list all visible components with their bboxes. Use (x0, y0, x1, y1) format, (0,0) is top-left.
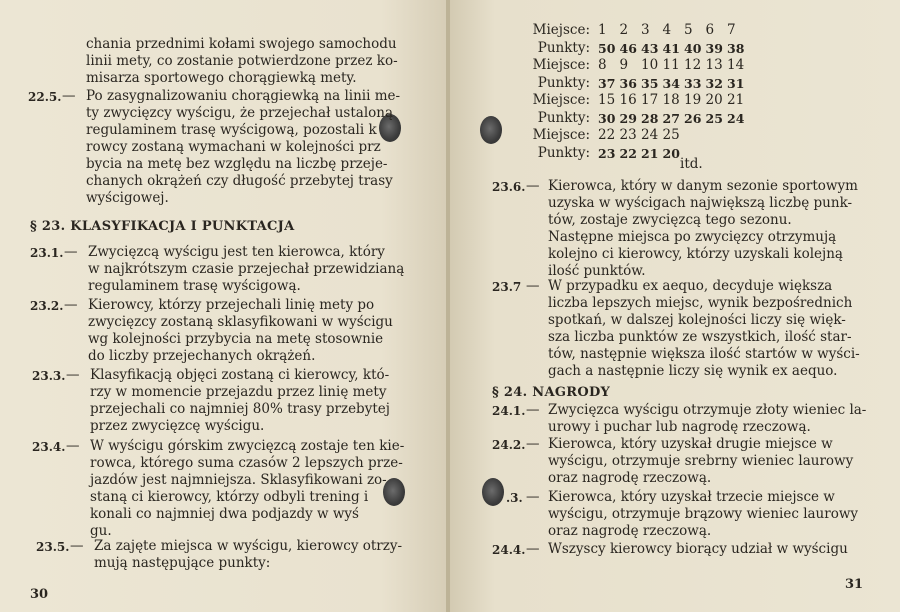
place-cell: 18 (662, 92, 680, 108)
text-line: Zwycięzcą wyścigu jest ten kierowca, który (88, 244, 385, 260)
section-heading: § 24. NAGRODY (492, 385, 611, 400)
text-line: wyścigowej. (86, 190, 169, 206)
place-label: Miejsce: (532, 127, 590, 143)
text-line: tów, zostaje zwycięzcą tego sezonu. (548, 212, 792, 228)
points-cell: 22 (619, 145, 637, 161)
paragraph-number: 23.6. (492, 180, 526, 194)
text-line: kolejno ci kierowcy, którzy uzyskali kolejną (548, 246, 843, 262)
place-cell: 16 (619, 92, 637, 108)
points-cell: 25 (705, 110, 723, 126)
place-row (520, 57, 749, 74)
text-line: do liczby przejechanych okrążeń. (88, 348, 316, 364)
place-cell: 1 (598, 22, 607, 38)
place-cell: 6 (705, 22, 715, 38)
text-line: ty zwycięzcy wyścigu, że przejechał ustaloną (86, 105, 394, 121)
paragraph-dash: — (64, 297, 78, 313)
place-cell: 13 (705, 57, 723, 73)
section-heading: § 23. KLASYFIKACJA I PUNKTACJA (30, 219, 295, 234)
left-page (0, 0, 448, 612)
place-cell: 2 (619, 22, 629, 38)
right-page (450, 0, 900, 612)
paragraph-dash: — (526, 278, 540, 294)
punch-hole (482, 478, 504, 506)
place-cell: 14 (727, 57, 745, 73)
paragraph-number: 23.5. (36, 540, 70, 554)
paragraph-dash: — (526, 402, 540, 418)
text-line: mują następujące punkty: (94, 555, 271, 571)
paragraph-dash: — (526, 489, 540, 505)
place-cell: 17 (641, 92, 659, 108)
points-row (520, 145, 684, 162)
place-cell: 19 (684, 92, 702, 108)
points-row (520, 110, 749, 127)
text-line: przez zwycięzcę wyścigu. (90, 418, 265, 434)
paragraph-number: 23.7 (492, 280, 522, 294)
place-cell: 21 (727, 92, 745, 108)
text-line: staną ci kierowcy, którzy odbyli trening i (90, 489, 369, 505)
place-cell: 11 (662, 57, 680, 73)
place-row (520, 127, 684, 144)
paragraph-dash: — (66, 438, 80, 454)
points-label: Punkty: (537, 109, 590, 126)
points-cell: 50 (598, 40, 616, 56)
place-cell: 10 (641, 57, 659, 73)
text-line: oraz nagrodę rzeczową. (548, 523, 712, 539)
text-line: W wyścigu górskim zwycięzcą zostaje ten kie- (90, 438, 405, 454)
text-line: Po zasygnalizowaniu chorągiewką na linii me- (86, 88, 401, 104)
text-line: wg kolejności przybycia na metę stosownie (88, 331, 384, 347)
points-cell: 35 (641, 75, 659, 91)
text-line: zwycięzcy zostaną sklasyfikowani w wyścigu (88, 314, 393, 330)
place-cell: 23 (619, 127, 637, 143)
place-cell: 25 (662, 127, 680, 143)
paragraph-number: 24.4. (492, 543, 526, 557)
text-line: tów, następnie większa ilość startów w wyści- (548, 346, 860, 362)
page-number: 31 (845, 577, 864, 592)
place-row (520, 92, 749, 109)
text-line: przejechali co najmniej 80% trasy przebytej (90, 401, 390, 417)
text-line: W przypadku ex aequo, decyduje większa (548, 278, 833, 294)
place-cell: 22 (598, 127, 616, 143)
points-cell: 23 (598, 145, 616, 161)
points-cell: 36 (619, 75, 637, 91)
text-line: chanych okrążeń czy długość przebytej trasy (86, 173, 393, 189)
text-line: gu. (90, 523, 112, 539)
points-cell: 30 (598, 110, 616, 126)
text-line: spotkań, w dalszej kolejności liczy się więk- (548, 312, 846, 328)
points-label: Punkty: (537, 144, 590, 161)
text-line: rzy w momencie przejazdu przez linię mety (90, 384, 387, 400)
text-line: Następne miejsca po zwycięzcy otrzymują (548, 229, 837, 245)
points-cell: 32 (705, 75, 723, 91)
paragraph-number: 23.4. (32, 440, 66, 454)
text-line: w najkrótszym czasie przejechał przewidzianą (88, 261, 405, 277)
points-cell: 38 (727, 40, 745, 56)
text-line: linii mety, co zostanie potwierdzone przez ko- (86, 53, 398, 69)
paragraph-dash: — (66, 367, 80, 383)
text-line: liczba lepszych miejsc, wynik bezpośrednich (548, 295, 853, 311)
paragraph-dash: — (526, 541, 540, 557)
text-line: Klasyfikacją objęci zostaną ci kierowcy, któ- (90, 367, 390, 383)
text-line: Zwycięzca wyścigu otrzymuje złoty wieniec la- (548, 402, 867, 418)
paragraph-number: 23.3. (32, 369, 66, 383)
text-line: rowca, którego suma czasów 2 lepszych prze- (90, 455, 403, 471)
paragraph-dash: — (70, 538, 84, 554)
points-cell: 20 (662, 145, 680, 161)
points-cell: 37 (598, 75, 616, 91)
text-line: ilość punktów. (548, 263, 646, 279)
points-row (520, 75, 749, 92)
text-line: Za zajęte miejsca w wyścigu, kierowcy otrzy- (94, 538, 403, 554)
text-line: bycia na metę bez względu na liczbę przeje- (86, 156, 388, 172)
text-line: Kierowca, który w danym sezonie sportowym (548, 178, 858, 194)
paragraph-number: 22.5. (28, 90, 62, 104)
place-cell: 20 (705, 92, 723, 108)
paragraph-number: 24.1. (492, 404, 526, 418)
text-line: chania przednimi kołami swojego samochodu (86, 36, 397, 52)
place-cell: 8 (598, 57, 607, 73)
place-cell: 4 (662, 22, 672, 38)
points-cell: 34 (662, 75, 680, 91)
points-cell: 41 (662, 40, 680, 56)
place-cell: 3 (641, 22, 650, 38)
paragraph-dash: — (64, 244, 78, 260)
points-cell: 39 (705, 40, 723, 56)
place-cell: 7 (727, 22, 736, 38)
text-line: regulaminem trasę wyścigową, pozostali k (86, 122, 377, 138)
points-cell: 31 (727, 75, 745, 91)
place-cell: 9 (619, 57, 629, 73)
text-line: urowy i puchar lub nagrodę rzeczową. (548, 419, 811, 435)
paragraph-dash: — (526, 178, 540, 194)
text-line: wyścigu, otrzymuje brązowy wieniec laurowy (548, 506, 859, 522)
points-row (520, 40, 749, 57)
points-cell: 26 (684, 110, 702, 126)
place-cell: 12 (684, 57, 702, 73)
text-line: sza liczba punktów ze wszystkich, ilość star- (548, 329, 852, 345)
etc-text: itd. (680, 156, 703, 172)
text-line: oraz nagrodę rzeczową. (548, 470, 712, 486)
text-line: wyścigu, otrzymuje srebrny wieniec laurowy (548, 453, 854, 469)
place-cell: 5 (684, 22, 693, 38)
page-number: 30 (30, 587, 49, 602)
points-cell: 24 (727, 110, 745, 126)
text-line: Wszyscy kierowcy biorący udział w wyścigu (548, 541, 848, 557)
points-label: Punkty: (537, 74, 590, 91)
points-cell: 40 (684, 40, 702, 56)
points-cell: 33 (684, 75, 702, 91)
text-line: gach a następnie liczy się wynik ex aequo. (548, 363, 838, 379)
points-cell: 46 (619, 40, 637, 56)
place-cell: 24 (641, 127, 659, 143)
text-line: jazdów jest najmniejsza. Sklasyfikowani zo- (90, 472, 387, 488)
points-cell: 21 (641, 145, 659, 161)
text-line: Kierowca, który uzyskał trzecie miejsce w (548, 489, 835, 505)
text-line: Kierowcy, którzy przejechali linię mety po (88, 297, 375, 313)
place-row (520, 22, 749, 39)
paragraph-number: 24.2. (492, 438, 526, 452)
text-line: uzyska w wyścigach największą liczbę punk- (548, 195, 853, 211)
place-label: Miejsce: (532, 22, 590, 38)
place-label: Miejsce: (532, 92, 590, 108)
paragraph-number: 23.2. (30, 299, 64, 313)
points-cell: 27 (662, 110, 680, 126)
place-cell: 15 (598, 92, 616, 108)
points-label: Punkty: (537, 39, 590, 56)
points-cell: 43 (641, 40, 659, 56)
text-line: regulaminem trasę wyścigową. (88, 278, 301, 294)
punch-hole (480, 116, 502, 144)
text-line: Kierowca, który uzyskał drugie miejsce w (548, 436, 833, 452)
text-line: konali co najmniej dwa podjazdy w wyś (90, 506, 359, 522)
paragraph-dash: — (526, 436, 540, 452)
paragraph-number: .3. (506, 491, 523, 505)
text-line: misarza sportowego chorągiewką mety. (86, 70, 357, 86)
paragraph-dash: — (62, 88, 76, 104)
points-cell: 29 (619, 110, 637, 126)
points-cell: 28 (641, 110, 659, 126)
paragraph-number: 23.1. (30, 246, 64, 260)
text-line: rowcy zostaną wymachani w kolejności prz (86, 139, 381, 155)
place-label: Miejsce: (532, 57, 590, 73)
